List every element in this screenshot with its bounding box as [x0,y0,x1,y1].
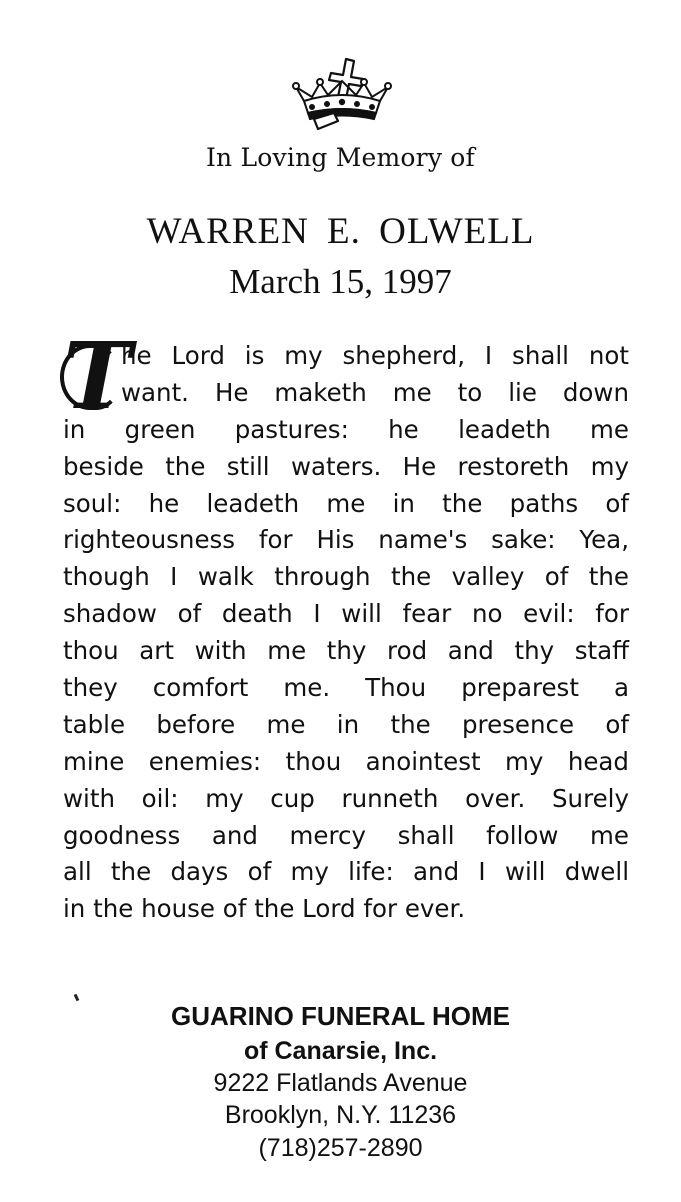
memory-heading: In Loving Memory of [205,143,476,172]
psalm-line: table before me in the presence of [63,709,629,739]
funeral-home-phone: (718)257-2890 [258,1134,423,1162]
funeral-home-city: Brooklyn, N.Y. 11236 [224,1101,457,1129]
funeral-home-street: 9222 Flatlands Avenue [213,1069,468,1097]
psalm-text [63,322,629,928]
psalm-line: goodness and mercy shall follow me [63,820,629,850]
psalm-line: all the days of my life: and I will dwell [63,857,629,887]
death-date: March 15, 1997 [229,262,452,301]
crown-with-cross-icon [290,55,394,133]
psalm-line: they comfort me. Thou preparest a [63,673,629,703]
psalm-line: thou art with me thy rod and thy staff [63,636,629,666]
deceased-name: WARREN E. OLWELL [146,211,535,252]
psalm-line: soul: he leadeth me in the paths of [63,488,629,518]
psalm-line: he Lord is my shepherd, I shall not [121,341,629,370]
psalm-line: righteousness for His name's sake: Yea, [63,525,629,555]
psalm-line: though I walk through the valley of the [63,562,629,592]
psalm-line: in the house of the Lord for ever. [63,894,466,924]
funeral-home-name: GUARINO FUNERAL HOME [171,1001,510,1031]
funeral-home-subtitle: of Canarsie, Inc. [243,1037,438,1065]
psalm-line: want. He maketh me to lie down [121,377,629,407]
psalm-line: mine enemies: thou anointest my head [63,746,629,776]
psalm-line: in green pastures: he leadeth me [63,414,629,444]
psalm-line: shadow of death I will fear no evil: for [63,599,629,629]
psalm-line: beside the still waters. He restoreth my [63,451,629,481]
psalm-line: with oil: my cup runneth over. Surely [63,783,629,813]
drop-cap-letter: T [63,322,132,430]
